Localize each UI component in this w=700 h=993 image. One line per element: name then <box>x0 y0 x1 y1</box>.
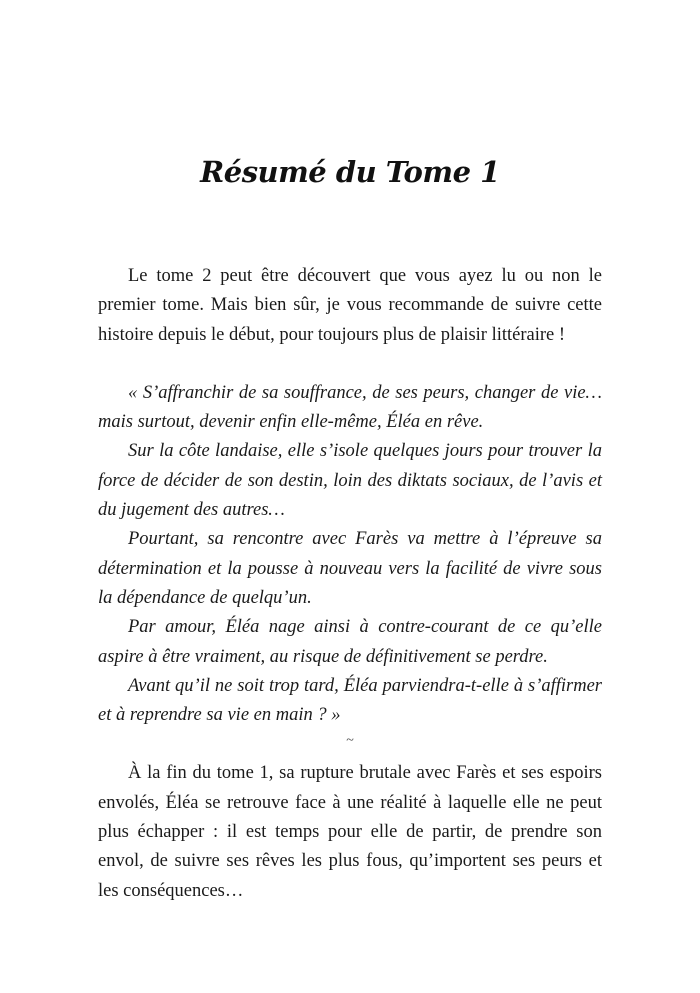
quote-paragraph: Sur la côte landaise, elle s’isole quelques jours pour trouver la force de décider de son destin, loin des diktats sociaux, de l’avis et du jugement des autres… <box>98 441 602 521</box>
quote-paragraph: « S’affranchir de sa souffrance, de ses peurs, changer de vie… mais surtout, devenir enfin elle-même, Éléa en rêve. <box>98 382 602 433</box>
quote-paragraph: Par amour, Éléa nage ainsi à contre-courant de ce qu’elle aspire à être vraiment, au risque de définitivement se perdre. <box>98 617 602 667</box>
quote-paragraph: Avant qu’il ne soit trop tard, Éléa parviendra-t-elle à s’affirmer et à reprendre sa vie en main ? » <box>98 675 602 726</box>
quote-paragraph: Pourtant, sa rencontre avec Farès va mettre à l’épreuve sa détermination et la pousse à nouveau vers la facilité de vivre sous la dépendance de quelqu’un. <box>98 529 602 608</box>
section-separator: ~ <box>346 733 354 749</box>
back-cover-quote <box>98 379 602 731</box>
summary-body <box>98 262 602 906</box>
page-title: Résumé du Tome 1 <box>200 155 500 189</box>
intro-paragraph: Le tome 2 peut être découvert que vous ayez lu ou non le premier tome. Mais bien sûr, je vous recommande de suivre cette histoire depuis le début, pour toujours plus de plaisir littéraire ! <box>98 266 602 345</box>
conclusion-paragraph: À la fin du tome 1, sa rupture brutale avec Farès et ses espoirs envolés, Éléa se retrouve face à une réalité à laquelle elle ne peut plus échapper : il est temps pour elle de partir, de prendre son envol, de suivre ses rêves les plus fous, qu’importent ses peurs et les conséquences… <box>98 763 602 901</box>
paragraph-gap <box>98 350 602 379</box>
